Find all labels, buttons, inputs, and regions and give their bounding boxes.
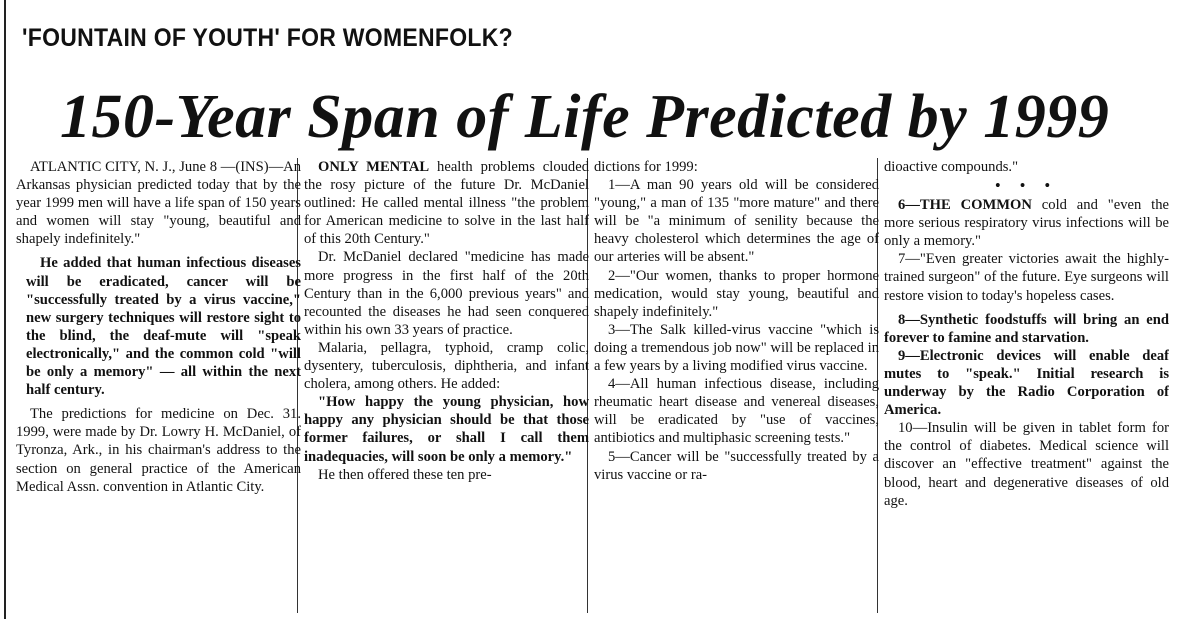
main-headline: 150-Year Span of Life Predicted by 1999 — [60, 83, 1110, 151]
article-column-3 — [594, 158, 879, 613]
prediction-item: 5—Cancer will be "successfully treated by a virus vaccine or ra- — [594, 448, 879, 483]
kicker-headline: 'FOUNTAIN OF YOUTH' FOR WOMENFOLK? — [22, 24, 513, 52]
body-paragraph — [304, 158, 589, 248]
quote-paragraph: "How happy the young physician, how happy any physician should be that those former failures, or shall I call them inadequacies, will soon be only a memory." — [304, 394, 589, 465]
body-paragraph: Dr. McDaniel declared "medicine has made more progress in the first half of the 20th Century than in the 6,000 previous years" and recounted the diseases he had seen conquered within his own 33 years of practice. — [304, 249, 589, 338]
body-paragraph: He then offered these ten pre- — [318, 466, 492, 483]
subhead-lead: ONLY MENTAL — [318, 159, 430, 175]
prediction-item: 2—"Our women, thanks to proper hormone medication, would stay young, beautiful and shapely indefinitely." — [594, 267, 879, 320]
prediction-item: 1—A man 90 years old will be considered "young," a man of 135 "more mature" and there will be "a minimum of senility because the heavy cholesterol which determines the age of our arteries will be absent." — [594, 177, 879, 266]
body-paragraph: dictions for 1999: — [594, 159, 698, 175]
prediction-item: 9—Electronic devices will enable deaf mutes to "speak." Initial research is underway by the Radio Corporation of America. — [884, 347, 1169, 419]
summary-paragraph: He added that human infectious diseases will be eradicated, cancer will be "successfully treated by a virus vaccine," new surgery techniques will restore sight to the blind, the deaf-mute will "speak electronically," and the common cold "will be only a memory" — all within the next half century. — [26, 255, 301, 399]
body-paragraph: The predictions for medicine on Dec. 31. 1999, were made by Dr. Lowry H. McDaniel, of Tyronza, Ark., in his chairman's address to the section on general practice of the American Medical Assn. convention in Atlantic City. — [16, 406, 301, 495]
prediction-item: 8—Synthetic foodstuffs will bring an end forever to famine and starvation. — [884, 311, 1169, 346]
prediction-item: 3—The Salk killed-virus vaccine "which is doing a tremendous job now" will be replaced in a few years by a living modified virus vaccine. — [594, 321, 879, 375]
prediction-item: 7—"Even greater victories await the highly-trained surgeon" of the future. Eye surgeons will restore vision to today's hopeless cases. — [884, 251, 1169, 304]
subhead-lead: 6—THE COMMON — [898, 197, 1032, 214]
article-column-4 — [884, 158, 1169, 613]
body-paragraph: Malaria, pellagra, typhoid, cramp colic, dysentery, tuberculosis, diphtheria, and infant cholera, among others. He added: — [304, 339, 589, 393]
column-rule-left — [4, 0, 6, 619]
prediction-item: 4—All human infectious disease, including rheumatic heart disease and venereal diseases, will be eradicated by "use of vaccines, antibiotics and multiphasic screening tests." — [594, 376, 879, 447]
section-separator: • • • — [995, 178, 1058, 195]
dateline-paragraph: ATLANTIC CITY, N. J., June 8 —(INS)—An Arkansas physician predicted today that by the year 1999 men will have a life span of 150 years and women will stay "young, beautiful and shapely indefinitely." — [16, 159, 301, 248]
body-paragraph: dioactive compounds." — [884, 159, 1019, 175]
prediction-item: 10—Insulin will be given in tablet form for the control of diabetes. Medical science will discover an "effective treatment" against the blood, heart and degenerative diseases of old age. — [884, 420, 1169, 509]
body-text: health problems clouded the rosy picture of the future Dr. McDaniel outlined: He called mental illness "the problem for American medicine to solve in the last half of this 20th Century." — [304, 159, 589, 248]
body-text: cold and "even the more serious respiratory virus infections will be only a memory." — [884, 197, 1169, 250]
prediction-item — [884, 196, 1169, 250]
article-column-1 — [16, 158, 301, 613]
article-column-2 — [304, 158, 589, 613]
